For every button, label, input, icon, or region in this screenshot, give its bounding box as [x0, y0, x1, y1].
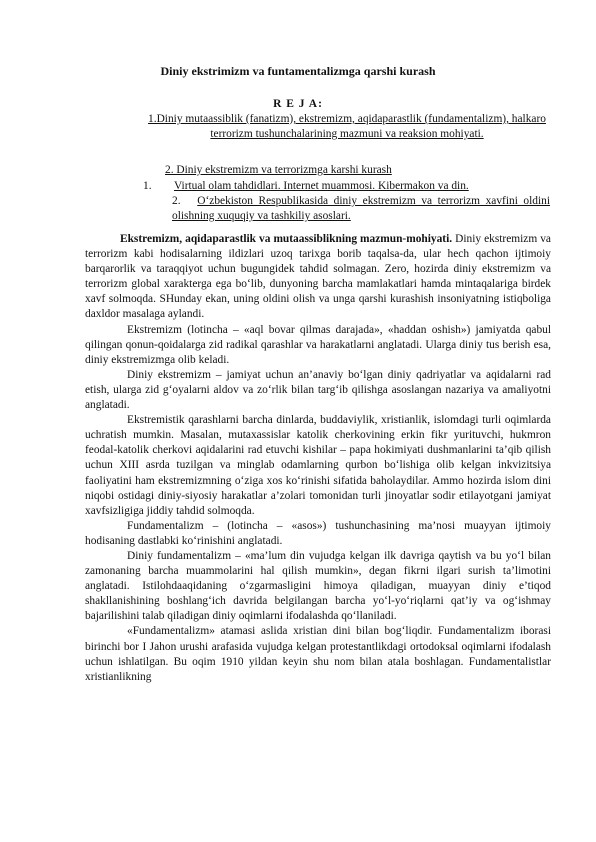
paragraph-2: Ekstremizm (lotincha – «aql bovar qilmas darajada», «haddan oshish») jamiyatda qabul qilingan qonun-qoidalarga zid radikal qarashlar va harakatlarni anglatadi. Ularga diniy tus berish esa, diniy ekstremizmga olib keladi. [85, 323, 551, 366]
plan-item-1: 1.Diniy mutaassiblik (fanatizm), ekstremizm, aqidaparastlik (fundamentalizm), halkaro terrorizm tushunchalarining mazmuni va reaksion mohiyati. [148, 113, 546, 141]
paragraph-1-text: Diniy ekstremizm va terrorizm kabi hodisalarning ildizlari uzoq tarixga borib taqalsa-da, ular hech qachon ijtimoiy barqarorlik va taraqqiyot uchun bugungidek tahdid solmagan. Zero, hozirda diniy ekstremizm va terrorizm global xarakterga ega bo‘lib, dunyoning barcha mamlakatlari hamda mintaqalariga birdek xavf solmoqda. SHunday ekan, uning oldini olish va unga qarshi kurashish insoniyatning istiqboliga daxldor masalaga aylandi. [85, 233, 551, 321]
section-heading: Ekstremizm, aqidaparastlik va mutaassiblikning mazmun-mohiyati. [120, 233, 453, 245]
plan-item-3-number: 1. [143, 180, 152, 192]
paragraph-1 [85, 232, 551, 323]
plan-item-4-text: O‘zbekiston Respublikasida diniy ekstremizm va terrorizm xavfini oldini olishning xuquqiy va tashkiliy asoslari. [172, 195, 551, 223]
paragraph-4: Ekstremistik qarashlarni barcha dinlarda, buddaviylik, xristianlik, islomdagi turli oqimlarda uchratish mumkin. Masalan, mutaxassislar katolik cherkovining erkin fikr yurituvchi, hukmron feodal-katolik cherkovi aqidalarini rad etuvchi kishilar – papa hokimiyati dushmanlarini ta’qib qilish uchun XIII asrda tuzilgan va minglab odamlarning qurbon bo‘lishiga olib kelgan inkvizitsiya faoliyatini ham ekstremizmning o‘ziga xos ko‘rinishi sifatida baholaydilar. Ammo hozirda islom dini niqobi ostidagi diniy-siyosiy harakatlar a’zolari tomonidan turli jinoyatlar sodir etilayotgani jamiyat xavfsizligiga jiddiy tahdid solmoqda. [85, 414, 551, 517]
page-title: Diniy ekstrimizm va funtamentalizmga qarshi kurash [160, 64, 436, 78]
paragraph-3: Diniy ekstremizm – jamiyat uchun an’anaviy bo‘lgan diniy qadriyatlar va aqidalarni rad etish, ularga zid g‘oyalarni aldov va zo‘rlik bilan targ‘ib qilishga asoslangan nazariya va amaliyotni anglatadi. [85, 368, 551, 412]
plan-heading: R E J A: [273, 98, 323, 110]
body-text [85, 232, 551, 685]
plan-item-4-number: 2. [172, 195, 181, 207]
paragraph-6: Diniy fundamentalizm – «ma’lum din vujudga kelgan ilk davriga qaytish va bu yo‘l bilan zamonaning barcha muammolarini hal qilish mumkin», degan fikrni ilgari surish ta’limotini anglatadi. Istilohdaaqidaning o‘zgarmasligini himoya qiladigan, muayyan diniy e’tiqod shakllanishining boshlang‘ich davrida belgilangan barcha yo‘l-yo‘riqlarni qat’iy va og‘ishmay bajarilishini talab qiladigan diniy oqimlarni ifodalashda qo‘llaniladi. [85, 549, 551, 623]
plan-item-3: Virtual olam tahdidlari. Internet muammosi. Kibermakon va din. [174, 180, 469, 192]
paragraph-5: Fundamentalizm – (lotincha – «asos») tushunchasining ma’nosi muayyan ijtimoiy hodisaning dastlabki ko‘rinishini anglatadi. [85, 519, 551, 547]
plan-item-2: 2. Diniy ekstremizm va terrorizmga karshi kurash [165, 164, 392, 176]
plan-item-4 [172, 194, 550, 224]
paragraph-7: «Fundamentalizm» atamasi aslida xristian dini bilan bog‘liqdir. Fundamentalizm iborasi birinchi bor I Jahon urushi arafasida vujudga kelgan protestantlikdagi ortodoksal oqimlarni ifodalash uchun ishlatilgan. Bu oqim 1910 yildan keyin shu nom bilan atala boshlagan. Fundamentalistlar xristianlikning [85, 625, 551, 683]
